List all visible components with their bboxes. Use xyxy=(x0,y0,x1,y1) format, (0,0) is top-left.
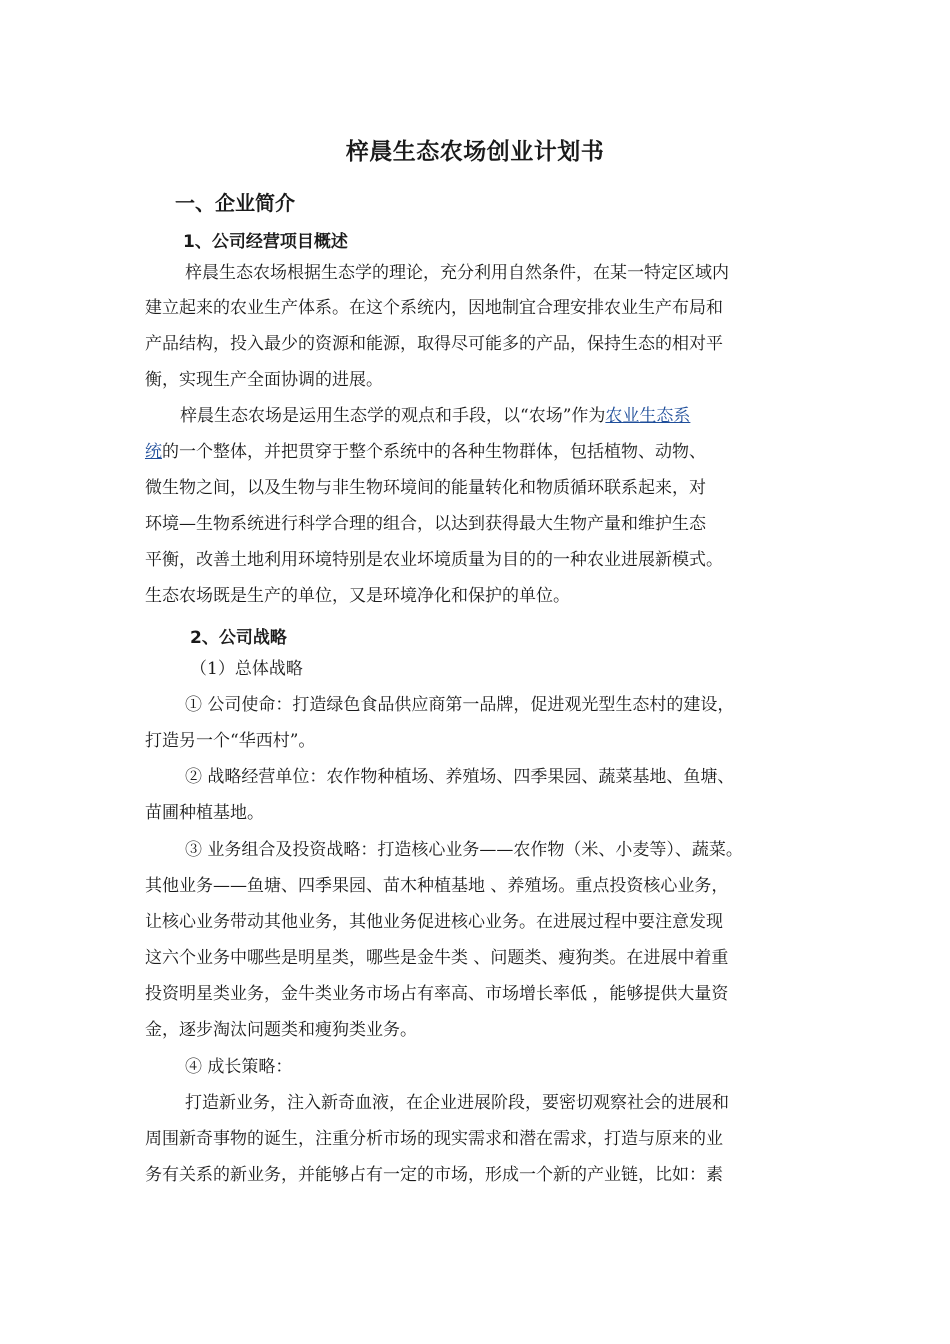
list-item-cont: 让核心业务带动其他业务，其他业务促进核心业务。在进展过程中要注意发现 xyxy=(145,912,723,932)
agro-ecosystem-link-cont[interactable]: 统 xyxy=(145,442,162,462)
paragraph-line: 微生物之间，以及生物与非生物环境间的能量转化和物质循环联系起来，对 xyxy=(145,478,706,498)
document-title: 梓晨生态农场创业计划书 xyxy=(345,139,605,165)
paragraph-line: 周围新奇事物的诞生，注重分析市场的现实需求和潜在需求，打造与原来的业 xyxy=(145,1129,723,1149)
paragraph-text: 的一个整体，并把贯穿于整个系统中的各种生物群体，包括植物、动物、 xyxy=(162,442,706,462)
list-item-cont: 投资明星类业务，金牛类业务市场占有率高、市场增长率低 ，能够提供大量资 xyxy=(145,984,729,1004)
list-item: ① 公司使命：打造绿色食品供应商第一品牌，促进观光型生态村的建设， xyxy=(185,695,735,715)
list-item-cont: 其他业务——鱼塘、四季果园、苗木种植基地 、养殖场。重点投资核心业务， xyxy=(145,876,729,896)
paragraph-line: 务有关系的新业务，并能够占有一定的市场，形成一个新的产业链，比如：素 xyxy=(145,1165,723,1185)
section-heading-1: 一、企业简介 xyxy=(175,191,295,215)
subsection-heading-1: 1、公司经营项目概述 xyxy=(183,232,348,252)
list-item: ② 战略经营单位：农作物种植场、养殖场、四季果园、蔬菜基地、鱼塘、 xyxy=(185,767,735,787)
agro-ecosystem-link[interactable]: 农业生态系 xyxy=(605,406,691,426)
paragraph-line: 平衡，改善土地利用环境特别是农业坏境质量为目的的一种农业进展新模式。 xyxy=(145,550,723,570)
list-item-cont: 这六个业务中哪些是明星类，哪些是金牛类 、问题类、瘦狗类。在进展中着重 xyxy=(145,948,729,968)
list-item-cont: 苗圃种植基地。 xyxy=(145,803,264,823)
paragraph-line: 生态农场既是生产的单位，又是环境净化和保护的单位。 xyxy=(145,586,570,606)
paragraph-line: 建立起来的农业生产体系。在这个系统内，因地制宜合理安排农业生产布局和 xyxy=(145,298,723,318)
list-item: ③ 业务组合及投资战略：打造核心业务——农作物（米、小麦等）、蔬菜。 xyxy=(185,840,743,860)
paragraph-line: 梓晨生态农场根据生态学的理论，充分利用自然条件，在某一特定区域内 xyxy=(185,263,729,283)
list-item-cont: 金，逐步淘汰问题类和瘦狗类业务。 xyxy=(145,1020,417,1040)
paragraph-line: 打造新业务，注入新奇血液，在企业进展阶段，要密切观察社会的进展和 xyxy=(185,1093,729,1113)
paragraph-text: 梓晨生态农场是运用生态学的观点和手段，以“农场”作为 xyxy=(180,406,606,426)
paragraph-line xyxy=(145,440,706,464)
list-item: ④ 成长策略： xyxy=(185,1057,293,1077)
list-item-cont: 打造另一个“华西村”。 xyxy=(145,731,316,751)
paragraph-line xyxy=(180,404,690,428)
paragraph-line: 产品结构，投入最少的资源和能源，取得尽可能多的产品，保持生态的相对平 xyxy=(145,334,723,354)
paragraph-line: 环境—生物系统进行科学合理的组合，以达到获得最大生物产量和维护生态 xyxy=(145,514,706,534)
subsubsection-heading: （1）总体战略 xyxy=(190,659,303,679)
subsection-heading-2: 2、公司战略 xyxy=(190,628,287,648)
paragraph-line: 衡，实现生产全面协调的进展。 xyxy=(145,370,383,390)
